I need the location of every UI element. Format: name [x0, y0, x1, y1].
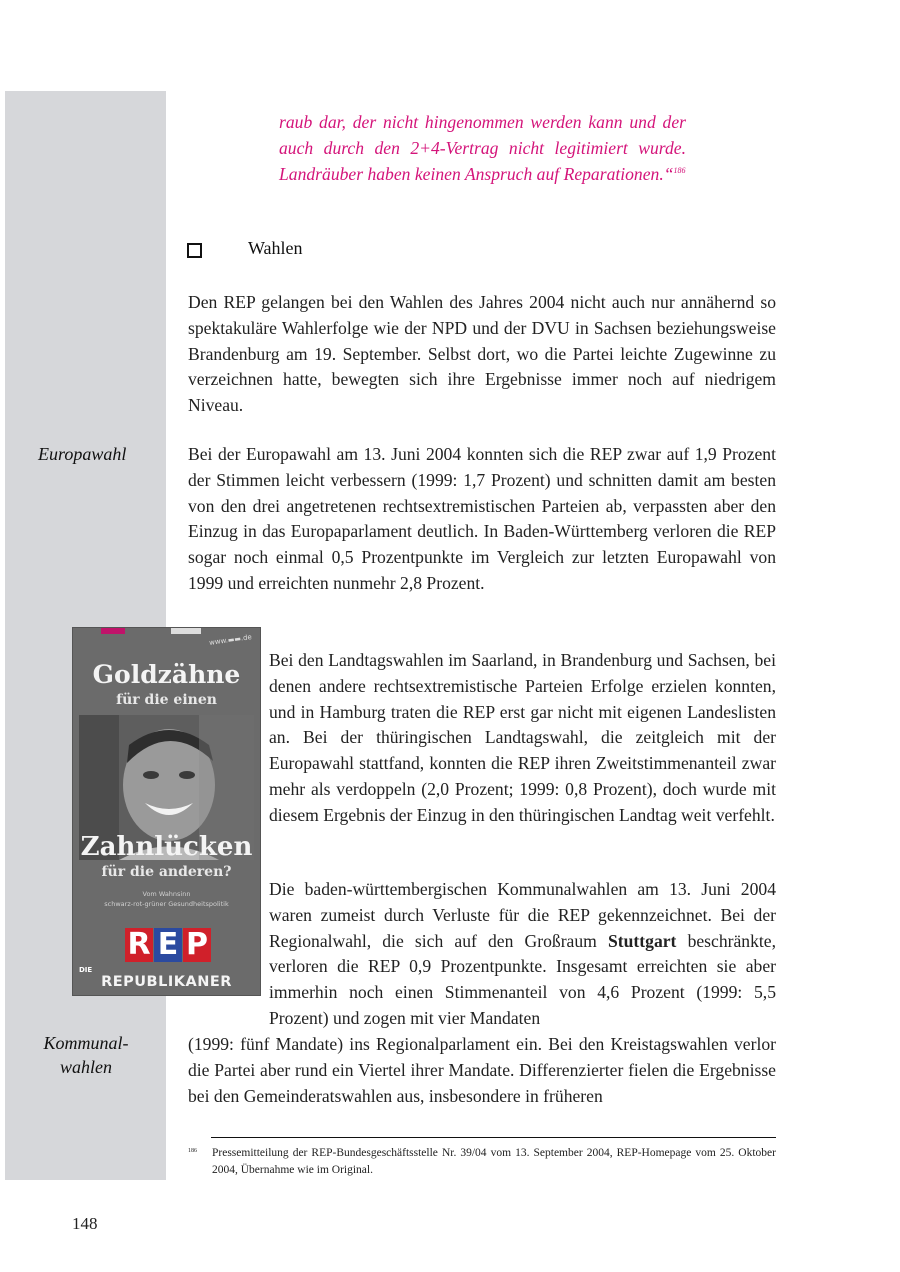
poster-url: www.▬▬.de [208, 633, 253, 647]
margin-note-europawahl-text: Europawahl [38, 444, 127, 464]
paragraph-kommunalwahlen-part1 [269, 877, 776, 1032]
kommunal-text-b: beschränkte, verloren die REP 0,9 Prozentpunkte. Insgesamt erreichten sie aber immerhin noch einen Stimmenanteil von 4,6 Prozent (1999: 5,5 Prozent) und zogen mit vier Mandaten [269, 930, 776, 1028]
paragraph-intro: Den REP gelangen bei den Wahlen des Jahres 2004 nicht auch nur annähernd so spektakuläre Wahlerfolge wie der NPD und der DVU in Sachsen beziehungsweise Brandenburg am 19. September. Selbst dort, wo die Partei leichte Zugewinne zu verzeichnen hatte, bewegten sich ihre Ergebnisse immer noch auf niedrigem Niveau. [188, 292, 776, 416]
poster-stripe-left [101, 628, 125, 634]
rep-election-poster [72, 627, 261, 996]
margin-note-europawahl [38, 442, 138, 466]
footnote [188, 1145, 776, 1179]
quote-text: raub dar, der nicht hingenommen werden kann und der auch durch den 2+4-Vertrag nicht legitimiert wurde. Landräuber haben keinen Anspruch auf Reparationen.“ [279, 112, 686, 184]
logo-letter-r: R [125, 928, 153, 962]
section-heading: Wahlen [248, 238, 303, 258]
footnote-rule [211, 1137, 776, 1138]
logo-letter-p: P [183, 928, 211, 962]
logo-letter-e: E [154, 928, 182, 962]
kommunal-text-a: Die baden-württembergischen Kommunalwahlen am 13. Juni 2004 waren zumeist durch Verluste für die REP gekennzeichnet. Bei der Regionalwahl, die sich auf den Großraum [269, 879, 776, 951]
poster-headline-2: Zahnlücken [80, 832, 253, 862]
poster-small-line-2: schwarz-rot-grüner Gesundheitspolitik [104, 900, 229, 908]
footnote-text: Pressemitteilung der REP-Bundesgeschäftsstelle Nr. 39/04 vom 13. September 2004, REP-Homepage vom 25. Oktober 2004, Übernahme wie im Original. [212, 1147, 776, 1176]
quote-block [279, 110, 686, 187]
quote-footnote-ref: 186 [673, 165, 686, 175]
kommunal-text-stuttgart: Stuttgart [608, 930, 677, 951]
poster-small-line-1: Vom Wahnsinn [142, 890, 191, 898]
footnote-number: 186 [188, 1148, 197, 1154]
margin-note-kommunal-line1: Kommunal- [43, 1033, 129, 1053]
checkbox-bullet-icon [187, 243, 202, 258]
margin-note-kommunal-line2: wahlen [60, 1057, 112, 1077]
poster-headline-1: Goldzähne [92, 660, 241, 689]
poster-subline-2: für die anderen? [101, 864, 232, 880]
page-number: 148 [72, 1214, 98, 1233]
poster-die: DIE [79, 966, 93, 974]
paragraph-kommunalwahlen-part2: (1999: fünf Mandate) ins Regionalparlament ein. Bei den Kreistagswahlen verlor die Partei aber rund ein Viertel ihrer Mandate. Differenzierter fielen die Ergebnisse bei den Gemeinderatswahlen aus, insbesondere in früheren [188, 1034, 776, 1106]
paragraph-landtagswahlen: Bei den Landtagswahlen im Saarland, in Brandenburg und Sachsen, bei denen andere rechtsextremistische Parteien Erfolge erzielen konnten, und in Hamburg traten die REP erst gar nicht mit eigenen Landeslisten an. Bei der thüringischen Landtagswahl, die zeitgleich mit der Europawahl stattfand, konnten die REP ihren Zweitstimmenanteil zwar mehr als verdoppeln (2,0 Prozent; 1999: 0,8 Prozent), doch wurde mit diesem Ergebnis der Einzug in den thüringischen Landtag weit verfehlt. [269, 650, 776, 825]
paragraph-europawahl: Bei der Europawahl am 13. Juni 2004 konnten sich die REP zwar auf 1,9 Prozent der Stimmen leicht verbessern (1999: 1,7 Prozent) und schnitten damit am besten von den drei angetretenen rechtsextremistischen Parteien ab, verpassten aber den Einzug in das Europaparlament deutlich. In Baden-Württemberg verloren die REP sogar noch einmal 0,5 Prozentpunkte im Vergleich zur letzten Europawahl von 1999 und erreichten nunmehr 2,8 Prozent. [188, 444, 776, 593]
poster-stripe-right [171, 628, 201, 634]
poster-subline-1: für die einen [116, 692, 217, 708]
poster-party-name: REPUBLIKANER [101, 974, 232, 990]
margin-note-kommunalwahlen [30, 1031, 142, 1079]
